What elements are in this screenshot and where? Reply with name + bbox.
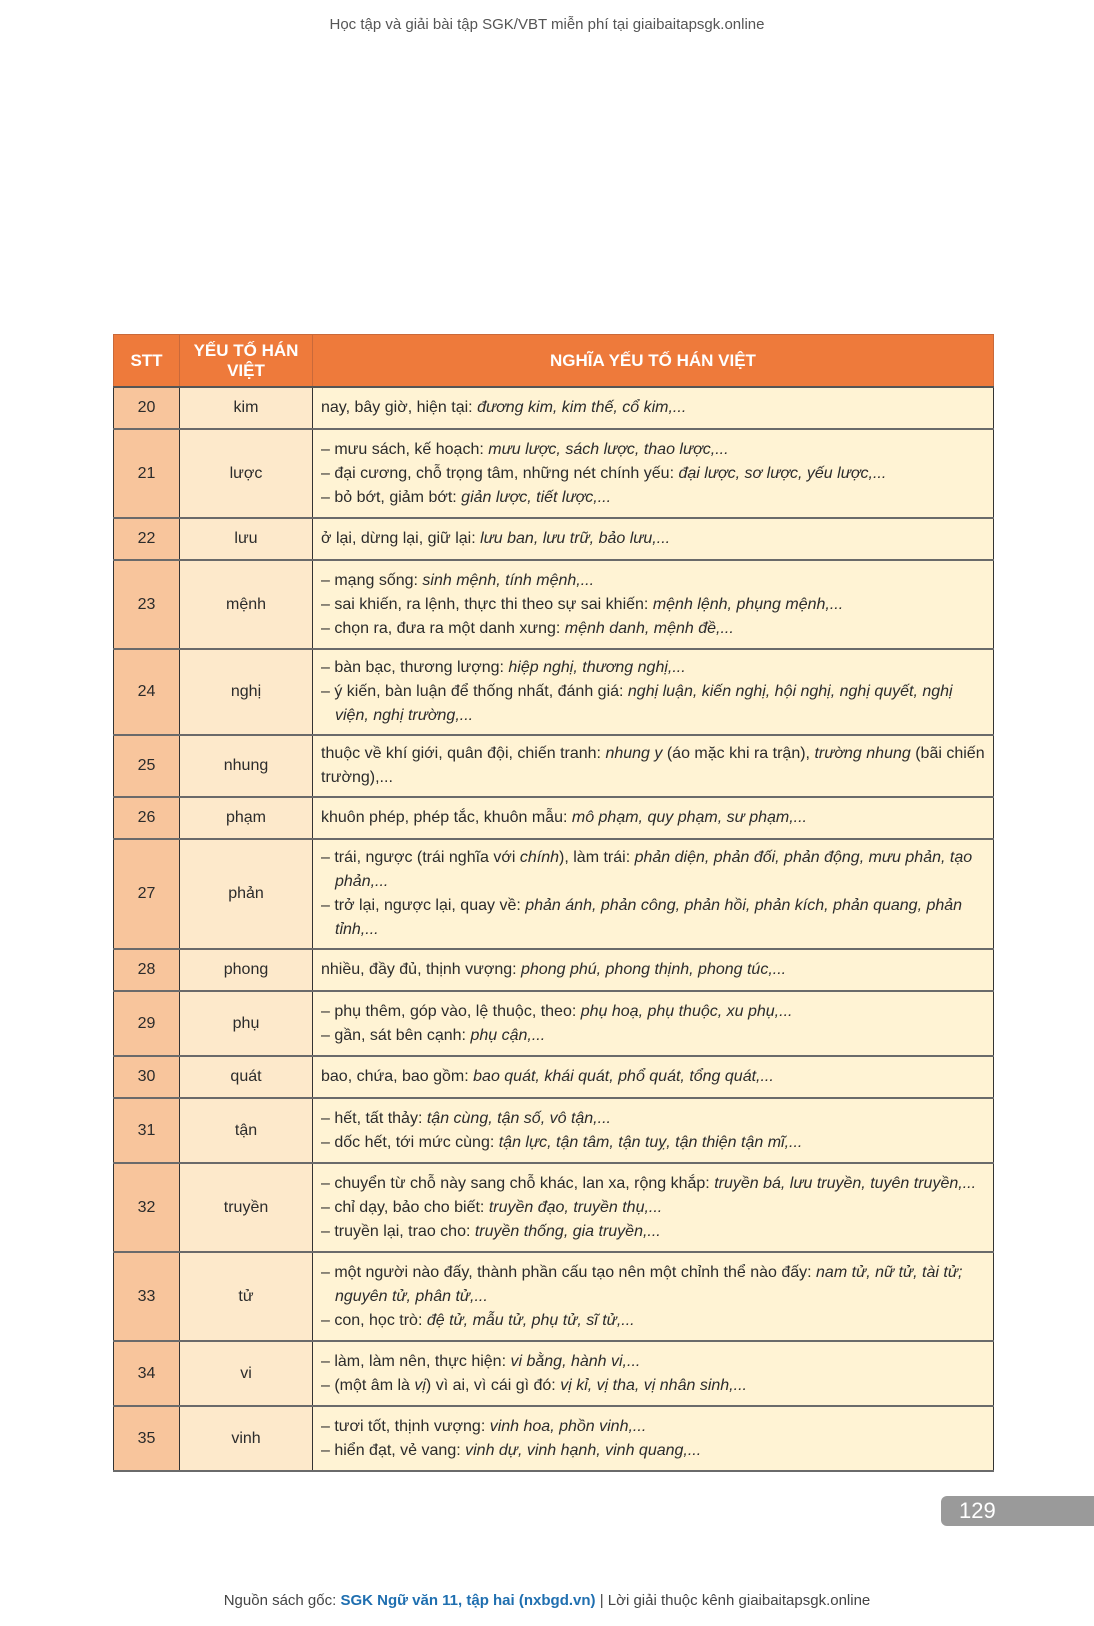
meaning-line: [321, 527, 985, 551]
example-words: vinh hoa, phồn vinh,...: [489, 1417, 647, 1435]
row-stt: 20: [114, 387, 180, 429]
definition-text: (bãi chiến trường),...: [321, 745, 985, 786]
row-han-viet-word: phụ: [180, 991, 313, 1056]
meaning-line: [321, 438, 985, 462]
row-stt: 27: [114, 839, 180, 949]
row-meaning: [313, 1406, 994, 1471]
definition-text: thuộc về khí giới, quân đội, chiến tranh:: [321, 745, 606, 762]
meaning-line: [321, 1261, 985, 1309]
meaning-line: [321, 1220, 985, 1244]
row-han-viet-word: tận: [180, 1098, 313, 1163]
han-viet-table: [113, 334, 994, 1472]
example-words: nam tử, nữ tử, tài tử; nguyên tử, phân tử,...: [335, 1263, 963, 1305]
definition-text: – dốc hết, tới mức cùng:: [321, 1133, 499, 1151]
definition-text: bao, chứa, bao gồm:: [321, 1068, 474, 1085]
column-header-yeu-to: YẾU TỐ HÁN VIỆT: [180, 335, 313, 388]
table-header-row: [114, 335, 994, 388]
row-meaning: [313, 518, 994, 560]
row-meaning: [313, 387, 994, 429]
definition-text: – chỉ dạy, bảo cho biết:: [321, 1198, 489, 1216]
footer-prefix: Nguồn sách gốc:: [223, 1592, 341, 1609]
meaning-line: [321, 680, 985, 728]
table-row: [114, 1252, 994, 1341]
row-stt: 33: [114, 1252, 180, 1341]
definition-text: nhiều, đầy đủ, thịnh vượng:: [321, 961, 521, 978]
definition-text: – trở lại, ngược lại, quay về:: [321, 897, 526, 914]
page-number: 129: [959, 1498, 996, 1523]
table-row: [114, 991, 994, 1056]
table-row: [114, 387, 994, 429]
definition-text: – mưu sách, kế hoạch:: [321, 440, 489, 458]
definition-text: – đại cương, chỗ trọng tâm, những nét chính yếu:: [321, 464, 679, 482]
meaning-line: [321, 894, 985, 942]
meaning-line: [321, 846, 985, 894]
meaning-line: [321, 1374, 985, 1398]
row-meaning: [313, 797, 994, 839]
page-header: Học tập và giải bài tập SGK/VBT miễn phí tại giaibaitapsgk.online: [329, 16, 765, 33]
example-words: truyền bá, lưu truyền, tuyên truyền,...: [714, 1174, 977, 1192]
row-han-viet-word: nhung: [180, 735, 313, 797]
example-words: truyền thống, gia truyền,...: [474, 1222, 661, 1240]
definition-text: – tươi tốt, thịnh vượng:: [321, 1417, 490, 1435]
example-words: đại lược, sơ lược, yếu lược,...: [678, 464, 887, 482]
example-words: vi bằng, hành vi,...: [510, 1352, 641, 1370]
page-footer: [0, 1592, 1094, 1609]
example-words: phản diện, phản đối, phản động, mưu phản, tạo phản,...: [335, 849, 973, 890]
row-stt: 24: [114, 649, 180, 735]
meaning-line: [321, 1309, 985, 1333]
table-row: [114, 649, 994, 735]
definition-text: – (một âm là: [321, 1376, 415, 1394]
row-stt: 32: [114, 1163, 180, 1252]
row-han-viet-word: mệnh: [180, 560, 313, 649]
row-han-viet-word: phong: [180, 949, 313, 991]
definition-text: – con, học trò:: [321, 1311, 427, 1329]
meaning-line: [321, 1024, 985, 1048]
definition-text: – chọn ra, đưa ra một danh xưng:: [321, 619, 565, 637]
definition-text: – mạng sống:: [321, 571, 423, 589]
definition-text: – gần, sát bên cạnh:: [321, 1026, 471, 1044]
table-row: [114, 560, 994, 649]
row-meaning: [313, 1252, 994, 1341]
table-row: [114, 1163, 994, 1252]
meaning-line: [321, 486, 985, 510]
example-words: phong phú, phong thịnh, phong túc,...: [521, 961, 787, 978]
definition-text: – ý kiến, bàn luận để thống nhất, đánh giá:: [321, 683, 628, 700]
meaning-line: [321, 742, 985, 790]
meaning-line: [321, 569, 985, 593]
definition-text: – trái, ngược (trái nghĩa với: [321, 849, 520, 866]
meaning-line: [321, 1000, 985, 1024]
row-han-viet-word: lưu: [180, 518, 313, 560]
definition-text: – hiển đạt, vẻ vang:: [321, 1441, 466, 1459]
row-stt: 35: [114, 1406, 180, 1471]
example-words: vị kỉ, vị tha, vị nhân sinh,...: [560, 1376, 747, 1394]
definition-text: – phụ thêm, góp vào, lệ thuộc, theo:: [321, 1002, 581, 1020]
row-stt: 29: [114, 991, 180, 1056]
column-header-nghia: NGHĨA YẾU TỐ HÁN VIỆT: [313, 335, 994, 388]
row-stt: 23: [114, 560, 180, 649]
meaning-line: [321, 1131, 985, 1155]
meaning-line: [321, 806, 985, 830]
definition-text: – truyền lại, trao cho:: [321, 1222, 475, 1240]
meaning-line: [321, 1107, 985, 1131]
row-han-viet-word: phản: [180, 839, 313, 949]
row-han-viet-word: truyền: [180, 1163, 313, 1252]
column-header-stt: STT: [114, 335, 180, 388]
row-stt: 25: [114, 735, 180, 797]
example-words: vị: [414, 1376, 426, 1394]
example-words: mệnh lệnh, phụng mệnh,...: [652, 595, 844, 613]
table-row: [114, 839, 994, 949]
definition-text: – một người nào đấy, thành phần cấu tạo nên một chỉnh thể nào đấy:: [321, 1263, 817, 1281]
meaning-line: [321, 958, 985, 982]
row-han-viet-word: vinh: [180, 1406, 313, 1471]
meaning-line: [321, 617, 985, 641]
meaning-line: [321, 1065, 985, 1089]
meaning-line: [321, 1196, 985, 1220]
table-row: [114, 518, 994, 560]
row-meaning: [313, 560, 994, 649]
row-meaning: [313, 1098, 994, 1163]
example-words: mệnh danh, mệnh đề,...: [564, 619, 734, 637]
row-stt: 21: [114, 429, 180, 518]
example-words: phụ cận,...: [470, 1026, 546, 1044]
meaning-line: [321, 656, 985, 680]
row-han-viet-word: lược: [180, 429, 313, 518]
row-stt: 30: [114, 1056, 180, 1098]
example-words: phụ hoạ, phụ thuộc, xu phụ,...: [580, 1002, 793, 1020]
example-words: mô phạm, quy phạm, sư phạm,...: [571, 809, 807, 826]
meaning-line: [321, 1350, 985, 1374]
row-stt: 26: [114, 797, 180, 839]
example-words: tận lực, tận tâm, tận tuỵ, tận thiện tận mĩ,...: [498, 1133, 803, 1151]
row-meaning: [313, 991, 994, 1056]
row-stt: 34: [114, 1341, 180, 1406]
table-body: [114, 387, 994, 1471]
example-words: nhung y: [605, 745, 663, 762]
example-words: phản ánh, phản công, phản hồi, phản kích, phản quang, phản tỉnh,...: [335, 897, 963, 938]
definition-text: khuôn phép, phép tắc, khuôn mẫu:: [321, 809, 572, 826]
table-row: [114, 1098, 994, 1163]
table-row: [114, 735, 994, 797]
example-words: giản lược, tiết lược,...: [461, 488, 612, 506]
row-meaning: [313, 1341, 994, 1406]
meaning-line: [321, 593, 985, 617]
row-meaning: [313, 735, 994, 797]
example-words: đệ tử, mẫu tử, phụ tử, sĩ tử,...: [426, 1311, 635, 1329]
row-meaning: [313, 1056, 994, 1098]
table-row: [114, 1056, 994, 1098]
definition-text: ở lại, dừng lại, giữ lại:: [321, 530, 481, 547]
row-han-viet-word: kim: [180, 387, 313, 429]
meaning-line: [321, 1172, 985, 1196]
row-meaning: [313, 649, 994, 735]
table-row: [114, 1406, 994, 1471]
han-viet-table-container: [113, 334, 993, 1472]
example-words: chính: [519, 849, 560, 866]
page-number-tab: [941, 1496, 1094, 1526]
example-words: tận cùng, tận số, vô tận,...: [426, 1109, 611, 1127]
example-words: bao quát, khái quát, phổ quát, tổng quát,...: [473, 1068, 774, 1085]
meaning-line: [321, 396, 985, 420]
table-row: [114, 949, 994, 991]
footer-suffix: | Lời giải thuộc kênh giaibaitapsgk.online: [595, 1592, 871, 1609]
meaning-line: [321, 1439, 985, 1463]
example-words: mưu lược, sách lược, thao lược,...: [488, 440, 729, 458]
row-meaning: [313, 839, 994, 949]
example-words: hiệp nghị, thương nghị,...: [508, 659, 686, 676]
meaning-line: [321, 1415, 985, 1439]
definition-text: ), làm trái:: [559, 849, 635, 866]
example-words: sinh mệnh, tính mệnh,...: [422, 571, 595, 589]
table-row: [114, 1341, 994, 1406]
row-meaning: [313, 949, 994, 991]
definition-text: nay, bây giờ, hiện tại:: [321, 399, 478, 416]
example-words: nghị luận, kiến nghị, hội nghị, nghị quyết, nghị viện, nghị trường,...: [335, 683, 953, 724]
row-meaning: [313, 1163, 994, 1252]
row-han-viet-word: phạm: [180, 797, 313, 839]
row-stt: 28: [114, 949, 180, 991]
row-stt: 31: [114, 1098, 180, 1163]
definition-text: ) vì ai, vì cái gì đó:: [425, 1376, 561, 1394]
example-words: lưu ban, lưu trữ, bảo lưu,...: [480, 530, 671, 547]
table-row: [114, 429, 994, 518]
row-han-viet-word: tử: [180, 1252, 313, 1341]
example-words: vinh dự, vinh hạnh, vinh quang,...: [465, 1441, 702, 1459]
definition-text: – bàn bạc, thương lượng:: [321, 659, 509, 676]
table-row: [114, 797, 994, 839]
footer-source-link[interactable]: SGK Ngữ văn 11, tập hai (nxbgd.vn): [340, 1592, 596, 1609]
example-words: truyền đạo, truyền thụ,...: [488, 1198, 663, 1216]
definition-text: – làm, làm nên, thực hiện:: [321, 1352, 511, 1370]
row-meaning: [313, 429, 994, 518]
meaning-line: [321, 462, 985, 486]
row-han-viet-word: nghị: [180, 649, 313, 735]
definition-text: – hết, tất thảy:: [321, 1109, 427, 1127]
row-han-viet-word: vi: [180, 1341, 313, 1406]
example-words: đương kim, kim thế, cổ kim,...: [477, 399, 687, 416]
definition-text: (áo mặc khi ra trận),: [662, 745, 815, 762]
row-han-viet-word: quát: [180, 1056, 313, 1098]
definition-text: – chuyển từ chỗ này sang chỗ khác, lan xa, rộng khắp:: [321, 1174, 715, 1192]
definition-text: – sai khiến, ra lệnh, thực thi theo sự sai khiến:: [321, 595, 653, 613]
definition-text: – bỏ bớt, giảm bớt:: [321, 488, 462, 506]
example-words: trường nhung: [814, 745, 911, 762]
row-stt: 22: [114, 518, 180, 560]
